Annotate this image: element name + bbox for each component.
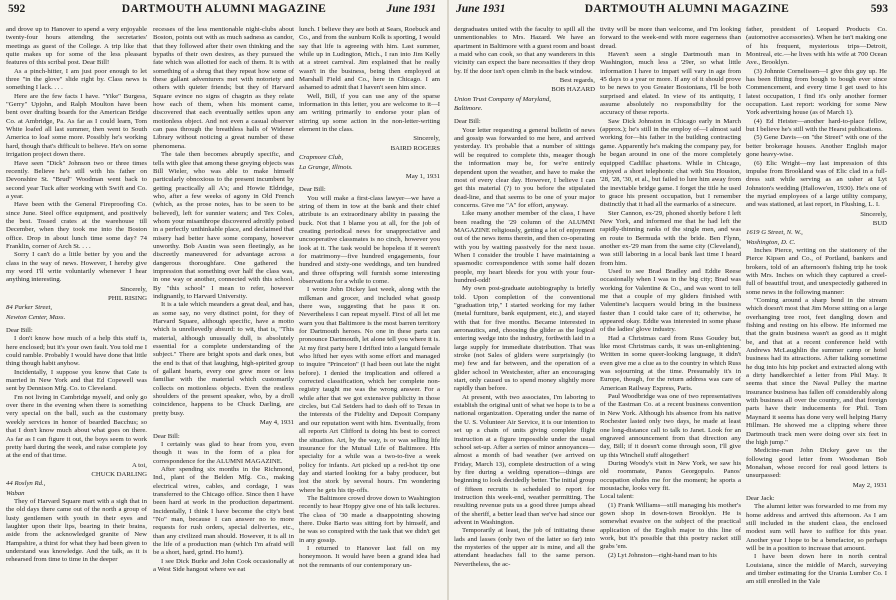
paragraph: I'm not living in Cambridge myself, and only go over there in the evening when there is something very special on the ball, such as the customary weekly services in honor of bearded Bacchus; so that I don't know much about what goes on there. As far as I can figure it out, the boys seem to work pretty hard during the week, and raise complete joy at the end of that time. (6, 393, 147, 460)
letter-salutation: Dear Bill: (6, 327, 33, 335)
paragraph: They of Harvard Square mart with a sigh that in the old days there came out of the north a group of lusty gentlemen with youth in their eyes and laughter upon their lips, bearing in their brains, aside from the acknowledged granite of New Hampshire, a thirst for what they had been given to understand was knowledge. And the talk, as it is rehearsed from time to time in the deeper (6, 497, 147, 564)
paragraph: Inches Pierce, writing on the stationery of the Pierce Kipsen and Co., of Portland, bankers and brokers, told of an afternoon's fishing trip he took with Mrs. Inches on which they captured a creel-full of beautiful trout, and unexpectedly gathered in some news in the following manner: (746, 246, 887, 296)
paragraph: Had a Christmas card from Russ Goudey but, like most Christmas cards, it was un-enlightening. Written in some queer-looking language, it didn't even give me a clue as to the country in which Russ was sojourning at the time. Presumably it's in Europe, though, for the return address was care of American Railway Express, Paris. (600, 334, 741, 392)
magazine-title: DARTMOUTH ALUMNI MAGAZINE (584, 3, 790, 15)
paragraph: recesses of the less mentionable night-clubs about Boston, points out with as much sadness as candor, that they followed after their own thinking and the bypaths of their own desires, as they pursued the fate which was allotted for each of them. It is with something of a shrug that they repeat how some of these gallant adventurers met with notoriety and others with quieter friends; but they of Harvard Square evince no signs of chagrin as they relate how each of them, when his moment came, discovered that each eventually settles upon any motionless object. And not even a casual observer can pass through the breathless halls of Widener Library without noticing a great number of these phenomena. (153, 26, 294, 150)
paragraph: dergraduates united with the faculty to spill all the unmentionables to Mrs. Hazard. We have an apartment in Baltimore with a guest room and boast a maid who can cook, so that any wanderers in this vicinity can expect the bare necessities if they drop by. If the door isn't open climb in the back window. (454, 26, 595, 75)
page-number: 592 (8, 3, 26, 15)
paragraph: Like many another member of the class, I have been reading the '29 column of the ALUMNI MAGAZINE religiously, getting a lot of enjoyment out of the news items therein, and then co-operating with you by waiting passively for the next issue. When I consider the trouble I have maintaining a spasmodic correspondence with some half dozen people, my heart bleeds for you with your four-hundred-odd! (454, 210, 595, 284)
letter-address: 44 Roslyn Rd., (6, 480, 46, 488)
paragraph: The alumni letter was forwarded to me from my home address and arrived this afternoon. As I am still included in the student class, the enclosed modest sum will have to suffice for this year. Another year I hope to be a benefactor, so perhaps will be in a position to increase that amount. (746, 503, 887, 552)
paragraph: I wrote John Dickey last week, along with the milkman and grocer, and included what gossip there was, suggesting that he pass it on. Nevertheless I can repeat myself. First of all let me warn you that Baltimore is the most barren territory for Dartmouth heroes. No one in these parts can pronounce Dartmouth, let alone tell you where it is. At my first party here I drifted into a languid female who lifted her eyes with some effort and managed to inquire "Princeton" (I had been out late the night before). I denied the implication and offered a corrected classification, which her complete non-registry taught me was the wrong answer. For a while after that we got extensive publicity in those circles, but Cal Seiders had to dash off to Texas in the interests of the Fidelity and Deposit Company and our reputation went with him. Eventually, from all reports Art Clifford is doing his best to correct the situation. Art, by the way, is or was selling life insurance for the Mutual Life of Baltimore. His specialty for a while was a two-to-five a week policy for infants. Art picked up a red-hot tip one day and started looking for a baby producer, but lost the stork by several hours. I'm wondering where he gets his tip-offs. (299, 286, 440, 494)
letter-signature: Sincerely, (120, 285, 147, 293)
letter-address: 84 Parker Street, (6, 304, 53, 312)
paragraph: As a pinch-hitter, I am just poor enough to let three "in the glove" slide right by. Class news is something I lack. . . . (6, 67, 147, 92)
paragraph: Here are the few facts I have. "Yike" Burgess, "Gerry" Upjohn, and Ralph Moulton have been bent over drafting boards for the American Bridge Co. at Ambridge, Pa. As far as I could learn, Tom White loafed all last summer, then went to South America to loaf some more. Possibly he's working hard, though that's difficult to believe. He's on some irrigation project down there. (6, 92, 147, 159)
magazine-title: DARTMOUTH ALUMNI MAGAZINE (121, 3, 327, 15)
letter-signature: May 1, 1931 (405, 172, 440, 180)
paragraph: During Woody's visit in New York, we saw his old roommate, Panos Georgopulo. Panos' occupation eludes me for the moment; he sports a moustache, looks very fit. (600, 459, 741, 492)
paragraph: The Baltimore crowd drove down to Washington recently to hear Hoppy give one of his talk lectures. The class of '30 made a disappointing showing there. Duke Barto was sitting fort by himself, and he was so conspired with the task that we didn't get in any gossip. (299, 494, 440, 544)
paragraph: I have been down here in north central Louisiana, since the middle of March, surveying and timber estimating for the Urania Lumber Co. I am still enrolled in the Yale (746, 553, 887, 586)
paragraph: Have been with the General Fireproofing Co. since June. Steel office equipment, and positively the best. Tossed crates at the warehouse till December, when they took me into the Boston office. Drop in about lunch time some day? 74 Franklin, corner of Arch St. . . . (6, 201, 147, 250)
paragraph: Saw Dick Johnston in Chicago early in March (approx.); he's still in the employ of—I almost said working for—his father in the building contracting game. Apparently he's making the company pay, for he began around in one of the more completely equipped Cadillac phaetons. While in Chicago, enjoyed a short telephonic chat with Stu Houston, '28, '28, '30, et al., but failed to lure him away from the inevitable bridge game. I forget the title he used to grace his present occupation, but I remember distinctly that it had all the earmarks of a sinecure. (600, 117, 741, 209)
paragraph: (2) Lyt Johnston—right-hand man to his (608, 551, 717, 559)
letter-signature: CHUCK DARLING (91, 470, 147, 478)
letter-signature: May 2, 1931 (852, 481, 887, 489)
paragraph: I returned to Hanover last fall on my honeymoon. It would have been a grand idea had not the remnants of our contemporary un- (299, 544, 440, 569)
letter-address: La Grange, Illinois. (299, 163, 353, 171)
page-number: 593 (870, 3, 888, 15)
paragraph: I certainly was glad to hear from you, even though it was in the form of a plea for correspondence for the ALUMNI MAGAZINE. (153, 440, 294, 465)
paragraph: Medicine-man John Dickey gave us the following good letter from Woodsman Bob Monahan, whose record for real good letters is unsurpassed: (746, 447, 887, 480)
letter-address: Waban (6, 489, 25, 497)
paragraph: (1) Frank Williams—still managing his mother's gown shop in down-town Brooklyn. He is somewhat evasive on the subject of the practical application of the English major to this line of work, but it's possible that this poetry racket still grabs 'em. (600, 501, 741, 551)
text-column (600, 26, 741, 596)
paragraph: Paul Woodbridge was one of two representatives of the Eastman Co. at a recent business convention in New York. Although his absence from his native Rochester lasted only two days, he made at least one long-distance call to talk to Janet. Look for an engraved announcement from that direction any day, Bill; if it doesn't come through soon, I'll give up this Winchell stuff altogether! (600, 393, 741, 459)
letter-salutation: Dear Bill: (454, 118, 481, 126)
letter-signature: Best regards, (559, 77, 595, 85)
paragraph: At present, with two associates, I'm laboring to establish the original unit of what we hope is to be a national organization. Operating under the name of the U. S. Volunteer Air Service, it is our intention to set up a chain of units giving complete flight instruction at a figure impossible under the usual school set-up. After a series of minor annoyances—almost a month of bad weather (we arrived on Friday, March 13), complete destruction of a wing by fire during a welding operation—things are beginning to look decidedly better. The initial group of fifteen recruits is scheduled to report for instruction this week-end, weather permitting. The resulting revenue puts us a good three jumps ahead of the sheriff, a better lead than we've had since our advent in Washington. (454, 393, 595, 526)
letter-address: Crapmore Club, (299, 154, 344, 162)
paragraph: The tale then becomes abruptly specific, and tells with glee that among these greying objects was Bill Wieler, who was able to make himself particularly obnoxious to the present incumbent by getting practically all A's; and Howie Eldridge, who, after a few weeks of agony in Old French (which, as the prose notes, has to be seen to be believed), left for sunnier waters; and Tex Coles, whom your misanthrope discovered adroitly poised in a perfectly unthinkable place, and declaimed that misery had better have some company, however unworthy. Bob Austin was seen fleetingly, as he discreetly maneuvered for advantage across a dangerous thoroughfare. One gathered the impression that something over half the class was, in one way or another, connected with this school. By "this school" I mean to refer, however indignantly, to Harvard University. (153, 151, 294, 300)
letter-salutation: Dear Bill: (153, 432, 180, 440)
paragraph: Sorry I can't do a little better by you and the class in the way of news. However, I hereby give my word I'll write voluntarily whenever I hear anything interesting. (6, 251, 147, 284)
text-column (6, 26, 147, 596)
paragraph: It is a tale which meanders a great deal, and has, as some say, no very distinct point, for they of Harvard Square, although specific, have a motto which is unrelievedly absurd: to wit, that is, "This material, although unusually dull, is absolutely essential for a complete understanding of the subject." There are bright spots and dark ones, but the end is that of that laughing, high-spirited group of gallant hearts, every one grew more or less familiar with the material which customarily collects on motionless objects. Even the restless shoulders of the present speaker, who, by a droll coincidence, happens to be Chuck Darling, are pretty busy. (153, 301, 294, 417)
paragraph: Well, Bill, if you can use any of the sparse information in this letter, you are welcome to it—I am writing primarily to endorse your plan of stirring up some action in the non-letter-writing element in the class. (299, 92, 440, 134)
letter-signature: Sincerely, (860, 210, 887, 218)
paragraph: You will make a first-class lawyer—we have a string of them in tow at the bank and their chief attribute is an extraordinary ability in passing the buck. Not that I blame you at all, for the job of creating periodical news for unappreciative and uncooperative classmates is no cinch, however you look at it. The task would be hopeless if it weren't for matrimony—five hundred engagements, four hundred and sixty-one weddings, and ten hundred and three offspring will furnish some interesting observations for a while to come. (299, 194, 440, 285)
paragraph: "Coming around a sharp bend in the stream which doesn't most that Jim Morse sitting on a large overhanging tree root, feet dangling down and fishing and resting on his elbow. He informed me that the grain business wasn't as good as it might be, and that at a recent conference held with Andrews McLaughlin the summer camp or hotel business had its attractions. After talking sometime he dug into his hip pocket and extracted along with a dirty handkerchief a letter from Phil May. It seems that since the Naval Pulley the marine insurance business has fallen off considerably along with business all over the country, and that foreign parts have their inducements for Phil. Tom Maynard it seems has done very well helping Harry Hillman. He showed me a clipping where three Dartmouth track men were doing over six feet in the high jump." (746, 297, 887, 446)
letter-address: Newton Center, Mass. (6, 313, 66, 321)
paragraph: lunch. I believe they are both at Sears, Roebuck and Co., and from the sunburn Kolk is sporting, I would say that life is agreeing with him. Last summer, while up in Ludington, Mich., I ran into Jim Kelly at a street carnival. Jim explained that he really wasn't in the business, being then employed at Marshall Field and Co., here in Chicago. I am ashamed to admit that I haven't seen him since. (299, 26, 440, 92)
text-column (153, 26, 294, 596)
paragraph: Ster Cannon, ex-'29, phoned shortly before I left New York, and informed me that he had left the rapidly-thinning ranks of the single men, and was en route to Bermuda with the bride. Ben Flynn, another ex-'29 man from the same city (Cleveland), was still laboring in a local bank last time I heard from him. (600, 209, 741, 267)
right-page (448, 0, 896, 600)
paragraph: (5) Gene Davis—on "the Street" with one of the better brokerage houses. Another English major gone heavy-wise. (746, 134, 887, 159)
text-column (454, 26, 595, 596)
letter-address: Washington, D. C. (746, 238, 796, 246)
paragraph: After spending six months in the Richmond, Ind., plant of the Belden Mfg. Co., making electrical wires, cables, and cordage, I was transferred to the Chicago office. Since then I have been hard at work in the production department. Incidentally, I think I have become the city's best "No" man, because I can answer no to more requests for rush orders, special deliveries, etc., than any civilized man should. However, it is all in the life of a production man (which I'm afraid will be a short, hard, grind. Ho hum!). (153, 465, 294, 557)
paragraph: and drove up to Hanover to spend a very enjoyable twenty-four hours attending the secretaries' meetings as guest of the College. A trip like that quite makes up for some of the less pleasant features of this scribal post. Dear Bill! (6, 26, 147, 67)
issue-date: June 1931 (386, 3, 436, 15)
paragraph: Temporarily at least, the job of initiating these lads and lasses (only two of the latter so far) into the mysteries of the upper air is mine, and all the attendant headaches fall to the same person. Nevertheless, the ac- (454, 527, 595, 568)
paragraph: Have seen "Dick" Johnson two or three times recently. Believe he's still with his father on Devonshire St. "Brud" Woodman went back to second year Tuck after working with Swift and Co. a year. (6, 159, 147, 200)
letter-signature: BAIRD ROGERS (390, 144, 440, 152)
paragraph: I don't know how much of a help this stuff is, here enclosed; but it's your own fault. You told me I could ramble. Probably I would have done that little thing though habit anyhow. (6, 335, 147, 368)
letter-salutation: Dear Jack: (746, 494, 775, 502)
letter-address: Union Trust Company of Maryland, (454, 95, 551, 103)
paragraph: I see Dick Burke and John Cook occasionally at a West Side hangout where we eat (153, 557, 294, 573)
letter-signature: A toi, (131, 461, 147, 469)
letter-signature: BOB HAZARD (551, 86, 595, 94)
paragraph: Incidentally, I suppose you know that Cate is married in New York and that Ed Copewell was sent by Dennison Mfg. Co. to Cleveland. (6, 368, 147, 393)
paragraph: Your letter requesting a general bulletin of news and gossip was forwarded to me here, and arrived yesterday. It's probable that a number of sittings will be required to complete this, meager though the information may be, for we're entirely dependent upon the weather, and have to make the most of every clear day. However, I believe I can get this material (?) to you before the stipulated dead-line, and that seems to be one of your major concerns. Give me "A" for effort, anyway. (454, 126, 595, 209)
paragraph: (6) Elic Wright—my last impression of this impulse from Brookland was of Elic clad in a full-dress suit while serving as an usher at Lyt Johnston's wedding (Hallowe'en, 1930). He's one of the myriad employees of a large utility company, and was stationed, at last report, in Flushing, L. I. (746, 159, 887, 209)
paragraph: My own post-graduate autobiography is briefly told. Upon completion of the conventional "graduation trip," I started working for my father (metal furniture, bank equipment, etc.), and stayed with that for five months. Became interested in aeronautics, and, choosing the glider as the logical entering wedge into the industry, forthwith laid in a large supply for immediate distribution. That was stroke (not Sales of gliders were surprisingly (to me) few and far between, and the operation of a glider school in Westchester, after an encouraging start, only caused us to spend money slightly more rapidly than before. (454, 285, 595, 393)
issue-date: June 1931 (456, 3, 506, 15)
paragraph: father, president of Leopard Products Co. (automotive accessories). When he isn't making one of his frequent, mysterious trips—Detroit, Montreal, etc.—he lives with his wife at 700 Ocean Ave., Brooklyn. (746, 26, 887, 67)
paragraph: Local talent: (600, 493, 634, 501)
letter-address: 1619 G Street, N. W., (746, 229, 803, 237)
paragraph: (4) Ed Heister—another hard-to-place fellow, but I believe he's still with the Hearst publications. (746, 117, 887, 134)
letter-signature: PHIL RISING (108, 295, 147, 302)
text-column (299, 26, 440, 596)
paragraph: Used to see Brad Bradley and Eddie Reese occasionally when I was in the big city; Brad was working for Valentine & Co., and was wont to tell me that a couple of my gliders finished with Valentine's lacquers would bring in the business faster than I could take care of it; otherwise, he appeared okay. Eddie was interested in some phase of the ladies' glove industry. (600, 267, 741, 334)
letter-signature: BUD (872, 219, 887, 227)
paragraph: (3) Johnnie Cornelissen—I give this guy up. He has been flitting from bough to bough ever since Commencement, and every time I get used to his latest occupation, I find it's only another former occupation. Last report: working for some New York advertising house (as of March 1). (746, 67, 887, 117)
page-header (456, 3, 888, 17)
letter-signature: Sincerely, (413, 135, 440, 143)
text-column (746, 26, 887, 596)
paragraph: tivity will be more than welcome, and I'm looking forward to the week-end with more eagerness than dread. (600, 26, 741, 50)
letter-salutation: Dear Bill: (299, 186, 326, 194)
paragraph: Haven't seen a single Dartmouth man in Washington, much less a '29er, so what little information I have to impart will vary in age from 45 days to a year or more. If any of it should prove to be news to you Greater Bostonians, I'll be both surprised and elated. In view of its antiquity, I assume absolutely no responsibility for the accuracy of these reports. (600, 51, 741, 117)
letter-address: Baltimore. (454, 105, 483, 113)
page-header (8, 3, 440, 17)
letter-signature: May 4, 1931 (259, 419, 294, 427)
